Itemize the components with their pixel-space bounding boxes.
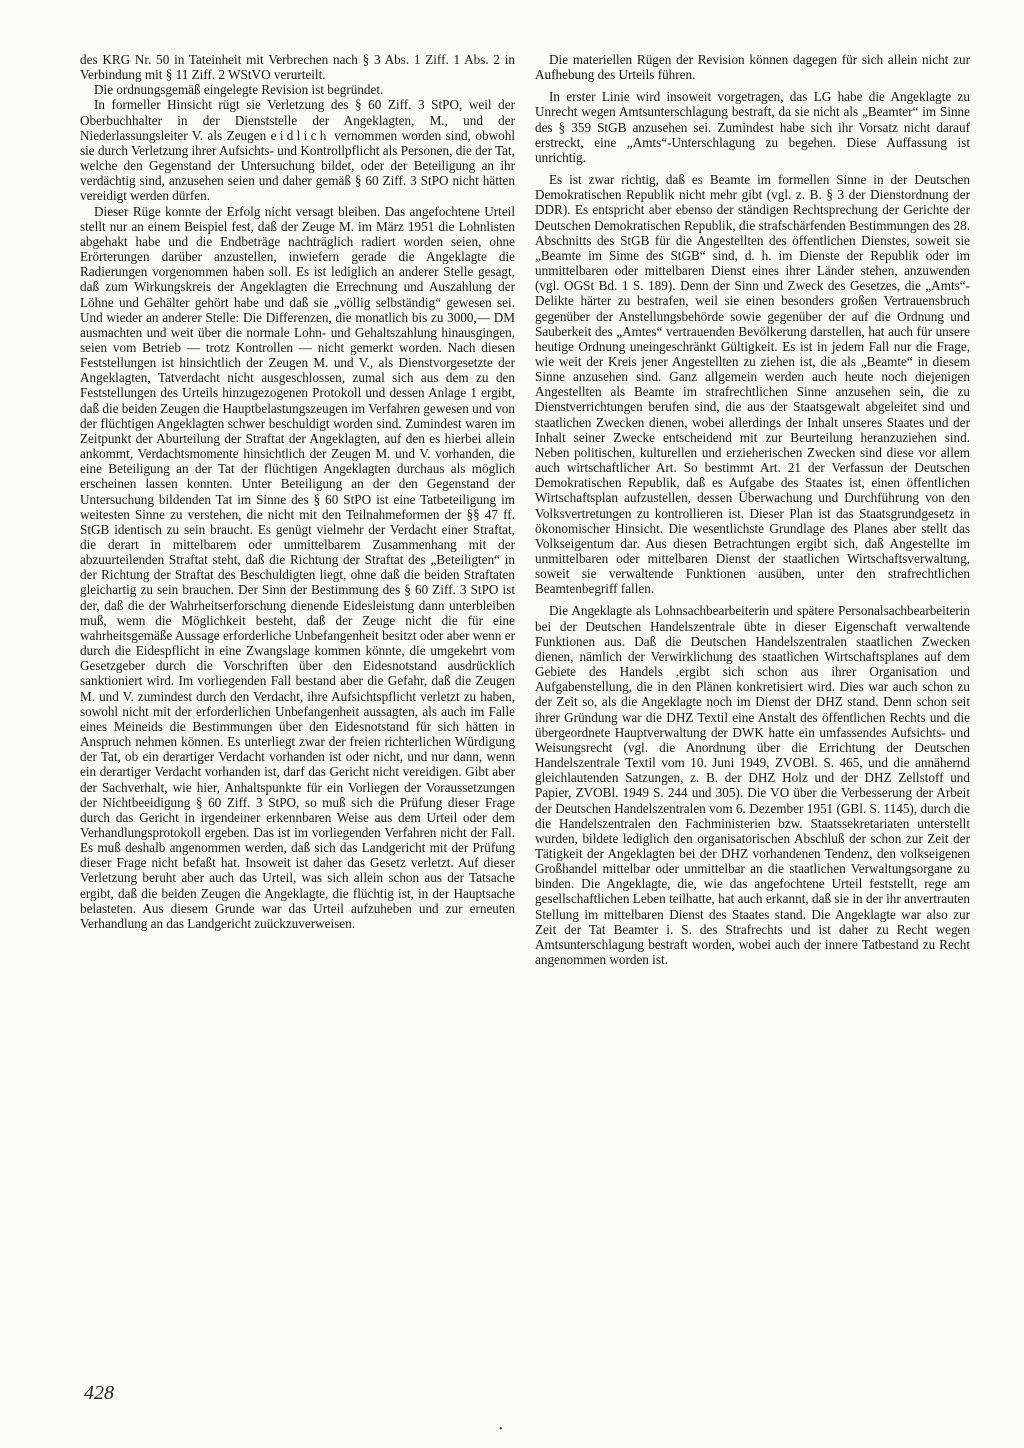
left-paragraph-3-start: In formeller Hinsicht rügt sie Verletzung des § 60 Ziff. 3 StPO, weil der Oberbuchhalter in der Dienststelle der Angeklagten, M., und der Niederlassungsleiter V. als Zeugen [80,97,515,143]
left-paragraph-3 [80,97,515,203]
left-paragraph-1: des KRG Nr. 50 in Tateinheit mit Verbrechen nach § 3 Abs. 1 Ziff. 1 Abs. 2 in Verbindung mit § 11 Ziff. 2 WStVO verurteilt. [80,52,515,83]
right-column [535,52,970,967]
right-paragraph-3: Es ist zwar richtig, daß es Beamte im formellen Sinne in der Deutschen Demokratischen Republik nicht mehr gibt (vgl. z. B. § 3 der Dienstordnung der DDR). Es entspricht aber ebenso der ständigen Rechtsprechung der Gerichte der Deutschen Demokratischen Republik, die strafschärfenden Bestimmungen des 28. Abschnitts des StGB für die Angestellten des öffentlichen Dienstes, soweit sie „Beamte im Sinne des StGB“ sind, d. h. im Dienste der Republik oder im unmittelbaren oder mittelbaren Dienst eines ihrer Länder stehen, anzuwenden (vgl. OGSt Bd. 1 S. 189). Denn der Sinn und Zweck des Gesetzes, die „Amts“-Delikte härter zu bestrafen, weil sie einen besonders großen Vertrauensbruch gegenüber der Anstellungsbehörde sowie gegenüber der auf die Ordnung und Sauberkeit des „Amtes“ vertrauenden Bevölkerung darstellen, hat auch für unsere heutige Ordnung uneingeschränkt Gültigkeit. Es ist in jedem Fall nur die Frage, wie weit der Kreis jener Angestellten zu ziehen ist, die als „Beamte“ in diesem Sinne anzusehen sind. Ganz allgemein werden auch heute noch diejenigen Angestellten als Beamte im strafrechtlichen Sinne anzusehen sein, die zu Dienstverrichtungen berufen sind, die aus der Staatsgewalt abgeleitet sind und staatlichen Zwecken dienen, wobei allerdings der Inhalt unseres Staates und der Inhalt seiner Zwecke entscheidend mit zur Beurteilung heranzuziehen sind. Neben politischen, kulturellen und erzieherischen Zwecken sind diese vor allem auch wirtschaftlicher Art. So bestimmt Art. 21 der Verfassun der Deutschen Demokratischen Republik, daß es Aufgabe des Staates ist, einen öffentlichen Wirtschaftsplan aufzustellen, dessen Überwachung und Durchführung von den Volksvertretungen zu kontrollieren ist. Dieser Plan ist das Staatsgrundgesetz in ökonomischer Hinsicht. Die wesentlichste Grundlage des Planes aber stellt das Volkseigentum dar. Aus diesen Betrachtungen ergibt sich, daß Angestellte im unmittelbaren oder mittelbaren Dienst der staatlichen Wirtschaftsverwaltung, soweit sie verwaltende Funktionen ausüben, unter den strafrechtlichen Beamtenbegriff fallen. [535,172,970,597]
footer-mark: • [499,1424,503,1435]
emphasized-word: eidlich [270,127,330,143]
left-column [80,52,515,931]
right-paragraph-1: Die materiellen Rügen der Revision können dagegen für sich allein nicht zur Aufhebung des Urteils führen. [535,52,970,83]
right-paragraph-2: In erster Linie wird insoweit vorgetragen, das LG habe die Angeklagte zu Unrecht wegen Amtsunterschlagung bestraft, da sie nicht als „Beamter“ im Sinne des § 359 StGB anzusehen sei. Zumindest habe sich ihr Vorsatz nicht darauf erstreckt, eine „Amts“-Unterschlagung zu begehen. Diese Auffassung ist unrichtig. [535,89,970,165]
left-paragraph-4: Dieser Rüge konnte der Erfolg nicht versagt bleiben. Das angefochtene Urteil stellt nur an einem Beispiel fest, daß der Zeuge M. im März 1951 die Lohnlisten abgehakt habe und die Endbeträge nachträglich radiert worden seien, ohne Erörterungen darüber anzustellen, inwiefern gerade die Angeklagte die Radierungen vorgenommen haben soll. Es ist lediglich an anderer Stelle gesagt, daß zum Wirkungskreis der Angeklagten die Errechnung und Auszahlung der Löhne und Gehälter gehört habe und daß sie „völlig selbständig“ gewesen sei. Und wieder an anderer Stelle: Die Differenzen, die monatlich bis zu 3000,— DM ausmachten und weit über die normale Lohn- und Gehaltszahlung hinausgingen, seien vom Betrieb — trotz Kontrollen — nicht gemerkt worden. Nach diesen Feststellungen ist hinsichtlich der Zeugen M. und V., als Dienstvorgesetzte der Angeklagten, Tatverdacht nicht ausgeschlossen, zumal sich aus dem zu den Feststellungen des Urteils hinzugezogenen Protokoll und dessen Anlage 1 ergibt, daß die beiden Zeugen die Hauptbelastungszeugen im Verfahren gewesen und von der flüchtigen Angeklagten schwer beschuldigt worden sind. Zumindest waren im Zeitpunkt der Aburteilung der Straftat der Angeklagten, auf den es hierbei allein ankommt, Verdachtsmomente hinsichtlich der Zeugen M. und V. vorhanden, die eine Beteiligung an der Tat der flüchtigen Angeklagten durchaus als möglich erscheinen lassen konnten. Unter Beteiligung an der den Gegenstand der Untersuchung bildenden Tat im Sinne des § 60 StPO ist eine Tatbeteiligung im weitesten Sinne zu verstehen, die nicht mit den Teilnahmeformen der §§ 47 ff. StGB identisch zu sein braucht. Es genügt vielmehr der Verdacht einer Straftat, die derart in mittelbarem oder unmittelbarem Zusammenhang mit der abzuurteilenden Straftat steht, daß die Richtung der Straftat des „Beteiligten“ in der Richtung der Straftat des Beschuldigten liegt, ohne daß die beiden Straftaten gleichartig zu sein brauchen. Der Sinn der Bestimmung des § 60 Ziff. 3 StPO ist der, daß die der Wahrheitserforschung dienende Eidesleistung dann unterbleiben muß, wenn die Möglichkeit besteht, daß der Zeuge nicht die für eine wahrheitsgemäße Aussage erforderliche Unbefangenheit besitzt oder aber wenn er durch die Eidespflicht in eine Zwangslage kommen könnte, die umgekehrt vom Gesetzgeber durch die Vorschriften über den Eidesnotstand ausdrücklich sanktioniert wird. Im vorliegenden Fall bestand aber die Gefahr, daß die Zeugen M. und V. zumindest durch den Verdacht, ihre Aufsichtspflicht verletzt zu haben, sowohl nicht mit der erforderlichen Unbefangenheit aussagten, als auch im Falle eines Meineids die Bestimmungen über den Eidesnotstand für sich hätten in Anspruch nehmen können. Es unterliegt zwar der freien richterlichen Würdigung der Tat, ob ein derartiger Verdacht vorhanden ist oder nicht, und nur dann, wenn ein derartiger Verdacht vorhanden ist, darf das Gericht nicht vereidigen. Gibt aber der Sachverhalt, wie hier, Anhaltspunkte für ein Vorliegen der Voraussetzungen der Nichtbeeidigung § 60 Ziff. 3 StPO, so muß sich die Prüfung dieser Frage durch das Gericht in irgendeiner erkennbaren Weise aus dem Urteil oder dem Verhandlungsprotokoll ergeben. Das ist im vorliegenden Verfahren nicht der Fall. Es muß deshalb angenommen werden, daß sich das Landgericht mit der Prüfung dieser Frage nicht befaßt hat. Insoweit ist daher das Gesetz verletzt. Auf dieser Verletzung beruht aber auch das Urteil, was sich allein schon aus der Tatsache ergibt, daß die beiden Zeugen die Angeklagte, die flüchtig ist, in der Hauptsache belasteten. Aus diesem Grunde war das Urteil aufzuheben und zur erneuten Verhandlung an das Landgericht zuückzuverweisen. [80,203,515,931]
page-number: 428 [84,1382,114,1404]
left-paragraph-3-end: vernommen worden sind, obwohl sie durch Verletzung ihrer Aufsichts- und Kontrollpflicht als Personen, die der Tat, welche den Gegenstand der Untersuchung bildet, oder der Beteiligung an ihr verdächtig sind, anzusehen seien und daher gemäß § 60 Ziff. 3 StPO nicht hätten vereidigt werden dürfen. [80,127,515,204]
right-paragraph-4: Die Angeklagte als Lohnsachbearbeiterin und spätere Personalsachbearbeiterin bei der Deutschen Handelszentrale übte in dieser Eigenschaft verwaltende Funktionen aus. Daß die Deutschen Handelszentralen staatlichen Zwecken dienen, nämlich der Verwirklichung des staatlichen Wirtschaftsplanes auf dem Gebiete des Handels ,ergibt sich schon aus ihrer Organisation und Aufgabenstellung, die in den Plänen konkretisiert wird. Dies war auch schon zu der Zeit so, als die Angeklagte noch im Dienst der DHZ stand. Denn schon seit ihrer Gründung war die DHZ Textil eine Anstalt des öffentlichen Rechts und die übergeordnete Hauptverwaltung der DWK hatte ein umfassendes Aufsichts- und Weisungsrecht (vgl. die Anordnung über die Errichtung der Deutschen Handelszentrale Textil vom 10. Juni 1949, ZVOBl. S. 465, und die annähernd gleichlautenden Satzungen, z. B. der DHZ Holz und der DHZ Zellstoff und Papier, ZVOBl. 1949 S. 244 und 305). Die VO über die Verbesserung der Arbeit der Deutschen Handelszentralen vom 6. Dezember 1951 (GBl. S. 1145), durch die die Handelszentralen den Fachministerien bzw. Staatssekretariaten unterstellt wurden, bildete lediglich den organisatorischen Abschluß der schon zur Zeit der Tätigkeit der Angeklagten bei der DHZ vorhandenen Tendenz, den volkseigenen Großhandel mittelbar oder unmittelbar an die staatlichen Verwaltungsorgane zu binden. Die Angeklagte, die, wie das angefochtene Urteil feststellt, rege am gesellschaftlichen Leben teilhatte, hat auch erkannt, daß sie in der ihr anvertrauten Stellung im mittelbaren Dienst des Staates stand. Die Angeklagte war also zur Zeit der Tat Beamter i. S. des Strafrechts und ist daher zu Recht wegen Amtsunterschlagung bestraft worden, wobei auch der innere Tatbestand zu Recht angenommen worden ist. [535,603,970,968]
left-paragraph-2: Die ordnungsgemäß eingelegte Revision ist begründet. [94,82,384,98]
